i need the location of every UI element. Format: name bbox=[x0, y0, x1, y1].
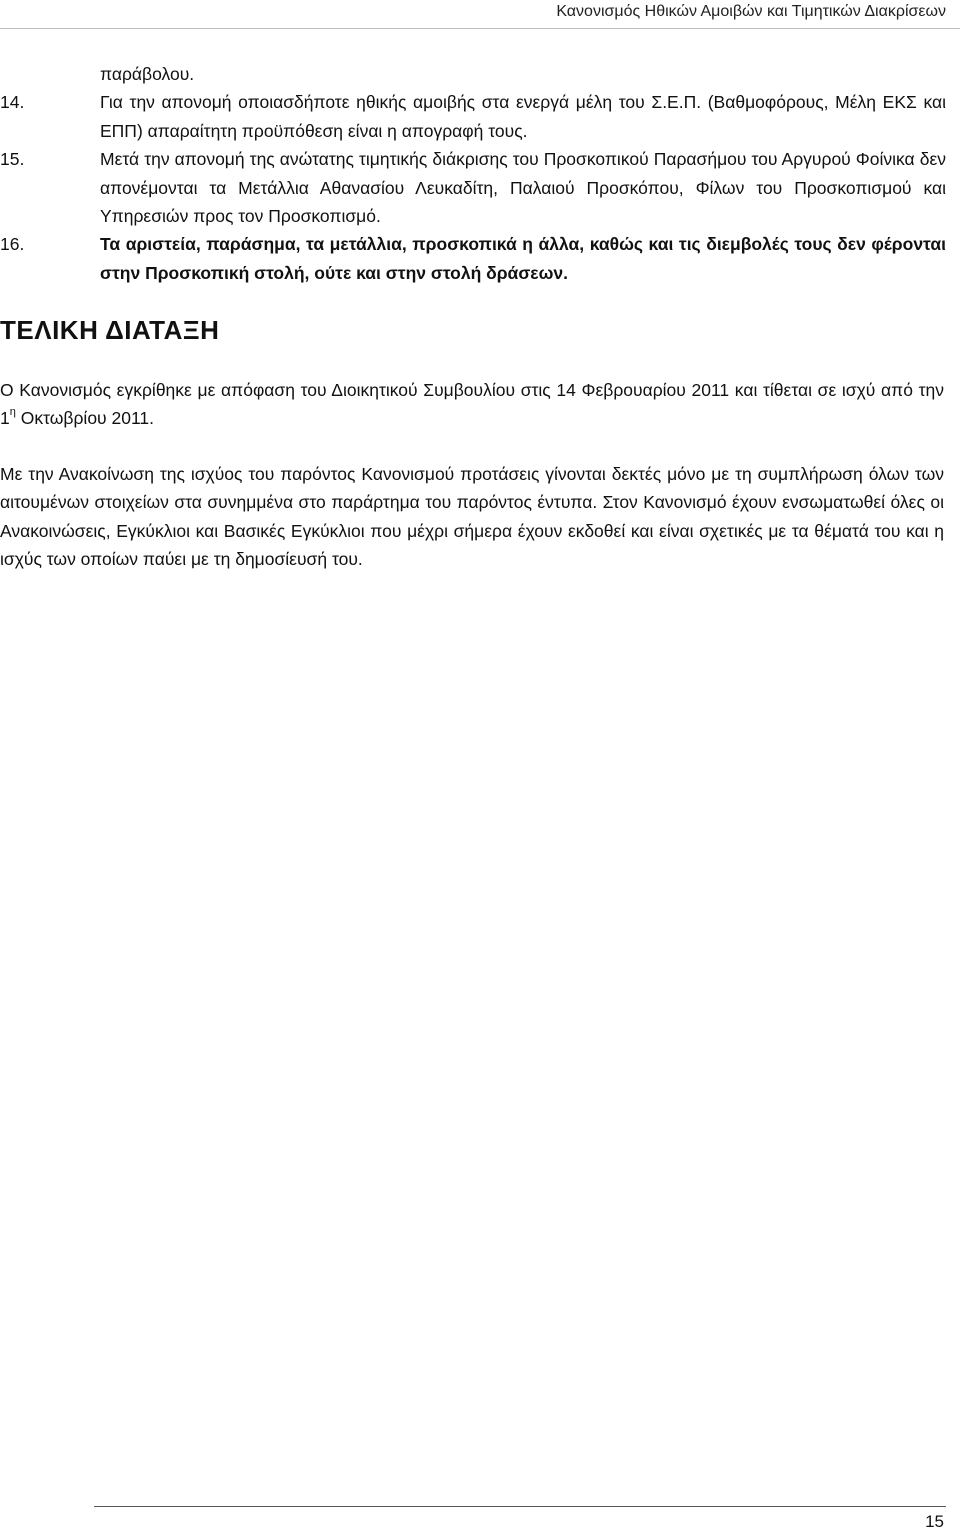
footer-divider bbox=[94, 1506, 946, 1507]
approval-date-text: Οκτωβρίου 2011. bbox=[15, 408, 154, 429]
list-item-16 bbox=[0, 230, 946, 287]
item-number: 15. bbox=[0, 149, 25, 170]
item-text: Για την απονομή οποιασδήποτε ηθικής αμοιβής στα ενεργά μέλη του Σ.Ε.Π. (Βαθμοφόρους, Μέλη ΕΚΣ και ΕΠΠ) απαραίτητη προϋπόθεση είναι η απογραφή τους. bbox=[100, 92, 946, 141]
item-text: Μετά την απονομή της ανώτατης τιμητικής διάκρισης του Προσκοπικού Παρασήμου του Αργυρού Φοίνικα δεν απονέμονται τα Μετάλλια Αθανασίου Λευκαδίτη, Παλαιού Προσκόπου, Φίλων του Προσκοπισμού και Υπηρεσιών προς τον Προσκοπισμό. bbox=[100, 149, 946, 227]
numbered-list bbox=[0, 60, 946, 287]
approval-text: Ο Κανονισμός εγκρίθηκε με απόφαση του Διοικητικού Συμβουλίου στις 14 Φεβρουαρίου 2011 και τίθεται σε ισχύ από την 1 bbox=[0, 380, 944, 429]
announcement-paragraph: Με την Ανακοίνωση της ισχύος του παρόντος Κανονισμού προτάσεις γίνονται δεκτές μόνο με τη συμπλήρωση όλων των αιτουμένων στοιχείων στα συνημμένα στο παράρτημα του παρόντος έντυπα. Στον Κανονισμό έχουν ενσωματωθεί όλες οι Ανακοινώσεις, Εγκύκλιοι και Βασικές Εγκύκλιοι που μέχρι σήμερα έχουν εκδοθεί και είναι σχετικές με τα θέματά του και η ισχύς των οποίων παύει με τη δημοσίευσή του. bbox=[0, 464, 944, 570]
running-header: Κανονισμός Ηθικών Αμοιβών και Τιμητικών Διακρίσεων bbox=[556, 3, 946, 20]
item-number: 14. bbox=[0, 92, 25, 113]
list-continuation bbox=[0, 60, 946, 88]
ordinal-superscript: η bbox=[9, 406, 16, 419]
page-number: 15 bbox=[925, 1512, 944, 1531]
item-text: Τα αριστεία, παράσημα, τα μετάλλια, προσκοπικά η άλλα, καθώς και τις διεμβολές τους δεν φέρονται στην Προσκοπική στολή, ούτε και στην στολή δράσεων. bbox=[100, 234, 946, 283]
list-item-15 bbox=[0, 145, 946, 230]
header-divider bbox=[0, 28, 960, 29]
approval-paragraph bbox=[0, 376, 944, 433]
continuation-text: παράβολου. bbox=[100, 64, 195, 84]
item-number: 16. bbox=[0, 234, 25, 255]
section-heading: ΤΕΛΙΚΗ ΔΙΑΤΑΞΗ bbox=[0, 315, 220, 345]
list-item-14 bbox=[0, 88, 946, 145]
